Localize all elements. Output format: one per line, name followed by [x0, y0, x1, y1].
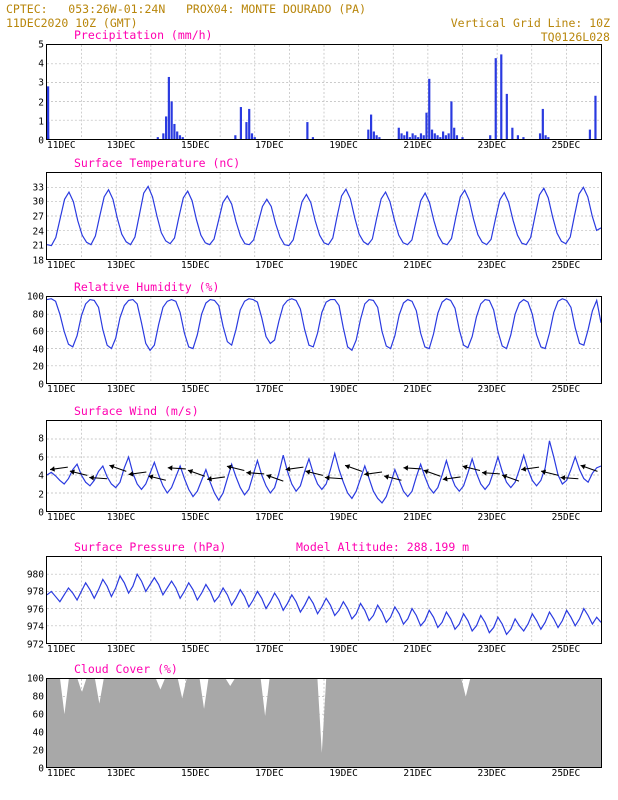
panel-title-3: Relative Humidity (%): [74, 280, 220, 294]
x-tick-label: 23DEC: [477, 512, 507, 523]
x-tick-label: 11DEC: [47, 768, 76, 779]
x-tick-label: 15DEC: [180, 512, 210, 523]
panel-title-5: Surface Pressure (hPa): [74, 540, 227, 554]
y-tick-label: 2: [38, 489, 44, 501]
panel-title-1: Precipitation (mm/h): [74, 28, 213, 42]
x-tick-label: 23DEC: [477, 644, 507, 655]
x-tick-label: 15DEC: [180, 768, 210, 779]
x-tick-label: 25DEC: [551, 260, 581, 271]
x-tick-label: 17DEC: [255, 260, 284, 271]
x-tick-label: 25DEC: [551, 384, 581, 395]
y-tick-label: 80: [32, 691, 44, 703]
x-tick-label: 19DEC: [329, 512, 358, 523]
y-tick-label: 976: [26, 604, 44, 616]
x-tick-label: 21DEC: [403, 512, 432, 523]
x-tick-label: 21DEC: [403, 768, 432, 779]
y-tick-label: 1: [38, 116, 44, 128]
x-tick-label: 13DEC: [106, 512, 136, 523]
y-tick-label: 5: [38, 39, 44, 51]
y-tick-label: 100: [26, 673, 44, 685]
x-tick-label: 13DEC: [106, 644, 136, 655]
x-tick-label: 21DEC: [403, 384, 432, 395]
x-tick-label: 21DEC: [403, 140, 432, 151]
y-tick-label: 20: [32, 361, 44, 373]
x-tick-label: 17DEC: [255, 384, 284, 395]
plot-area-1: [38, 39, 602, 151]
x-tick-label: 23DEC: [477, 768, 507, 779]
x-tick-label: 19DEC: [329, 140, 358, 151]
x-tick-label: 19DEC: [329, 644, 358, 655]
y-tick-label: 27: [32, 211, 44, 223]
panel-title-2: Surface Temperature (nC): [74, 156, 241, 170]
y-tick-label: 30: [32, 196, 44, 208]
x-tick-label: 23DEC: [477, 384, 507, 395]
y-tick-label: 100: [26, 291, 44, 303]
x-tick-label: 23DEC: [477, 140, 507, 151]
x-tick-label: 11DEC: [47, 384, 76, 395]
x-tick-label: 25DEC: [551, 644, 581, 655]
y-tick-label: 40: [32, 344, 44, 356]
y-tick-label: 24: [32, 226, 44, 238]
y-tick-label: 40: [32, 727, 44, 739]
x-tick-label: 11DEC: [47, 512, 76, 523]
x-tick-label: 25DEC: [551, 140, 581, 151]
y-tick-label: 0: [38, 379, 44, 391]
x-tick-label: 17DEC: [255, 512, 284, 523]
x-tick-label: 19DEC: [329, 768, 358, 779]
y-tick-label: 4: [38, 58, 44, 70]
x-tick-label: 13DEC: [106, 768, 136, 779]
x-tick-label: 17DEC: [255, 768, 284, 779]
plot-area-6: [26, 673, 602, 779]
x-tick-label: 15DEC: [180, 140, 210, 151]
x-tick-label: 19DEC: [329, 384, 358, 395]
y-tick-label: 33: [32, 182, 44, 194]
y-tick-label: 18: [32, 255, 44, 267]
x-tick-label: 23DEC: [477, 260, 507, 271]
x-tick-label: 13DEC: [106, 140, 136, 151]
y-tick-label: 2: [38, 97, 44, 109]
x-tick-label: 21DEC: [403, 644, 432, 655]
panel-subtitle-5: Model Altitude: 288.199 m: [296, 540, 470, 554]
y-tick-label: 0: [38, 507, 44, 519]
y-tick-label: 4: [38, 470, 44, 482]
x-tick-label: 19DEC: [329, 260, 358, 271]
x-tick-label: 11DEC: [47, 140, 76, 151]
x-tick-label: 15DEC: [180, 644, 210, 655]
y-tick-label: 60: [32, 326, 44, 338]
y-tick-label: 60: [32, 709, 44, 721]
panel-title-4: Surface Wind (m/s): [74, 404, 199, 418]
y-tick-label: 21: [32, 240, 44, 252]
x-tick-label: 13DEC: [106, 260, 136, 271]
y-tick-label: 980: [26, 569, 44, 581]
x-tick-label: 25DEC: [551, 768, 581, 779]
x-tick-label: 17DEC: [255, 140, 284, 151]
y-tick-label: 974: [26, 621, 44, 633]
plot-area-5: [26, 556, 602, 655]
x-tick-label: 11DEC: [47, 644, 76, 655]
plot-area-4: [38, 420, 602, 523]
y-tick-label: 978: [26, 586, 44, 598]
y-tick-label: 8: [38, 433, 44, 445]
x-tick-label: 11DEC: [47, 260, 76, 271]
header-line-2: 11DEC2020 10Z (GMT): [6, 16, 138, 30]
x-tick-label: 15DEC: [180, 260, 210, 271]
x-tick-label: 15DEC: [180, 384, 210, 395]
y-tick-label: 3: [38, 77, 44, 89]
plot-area-2: [32, 172, 602, 271]
header-vertical-grid-line: Vertical Grid Line: 10Z: [450, 16, 610, 30]
x-tick-label: 13DEC: [106, 384, 136, 395]
panel-title-6: Cloud Cover (%): [74, 662, 178, 676]
y-tick-label: 80: [32, 309, 44, 321]
x-tick-label: 17DEC: [255, 644, 284, 655]
header-model-id: TQ0126L028: [540, 30, 610, 44]
x-tick-label: 21DEC: [403, 260, 432, 271]
x-tick-label: 25DEC: [551, 512, 581, 523]
y-tick-label: 6: [38, 452, 44, 464]
plot-area-3: [26, 291, 602, 395]
header-line-1: CPTEC: 053:26W-01:24N PROX04: MONTE DOURADO (PA): [6, 2, 367, 16]
y-tick-label: 972: [26, 639, 44, 651]
y-tick-label: 20: [32, 745, 44, 757]
y-tick-label: 0: [38, 763, 44, 775]
y-tick-label: 0: [38, 135, 44, 147]
